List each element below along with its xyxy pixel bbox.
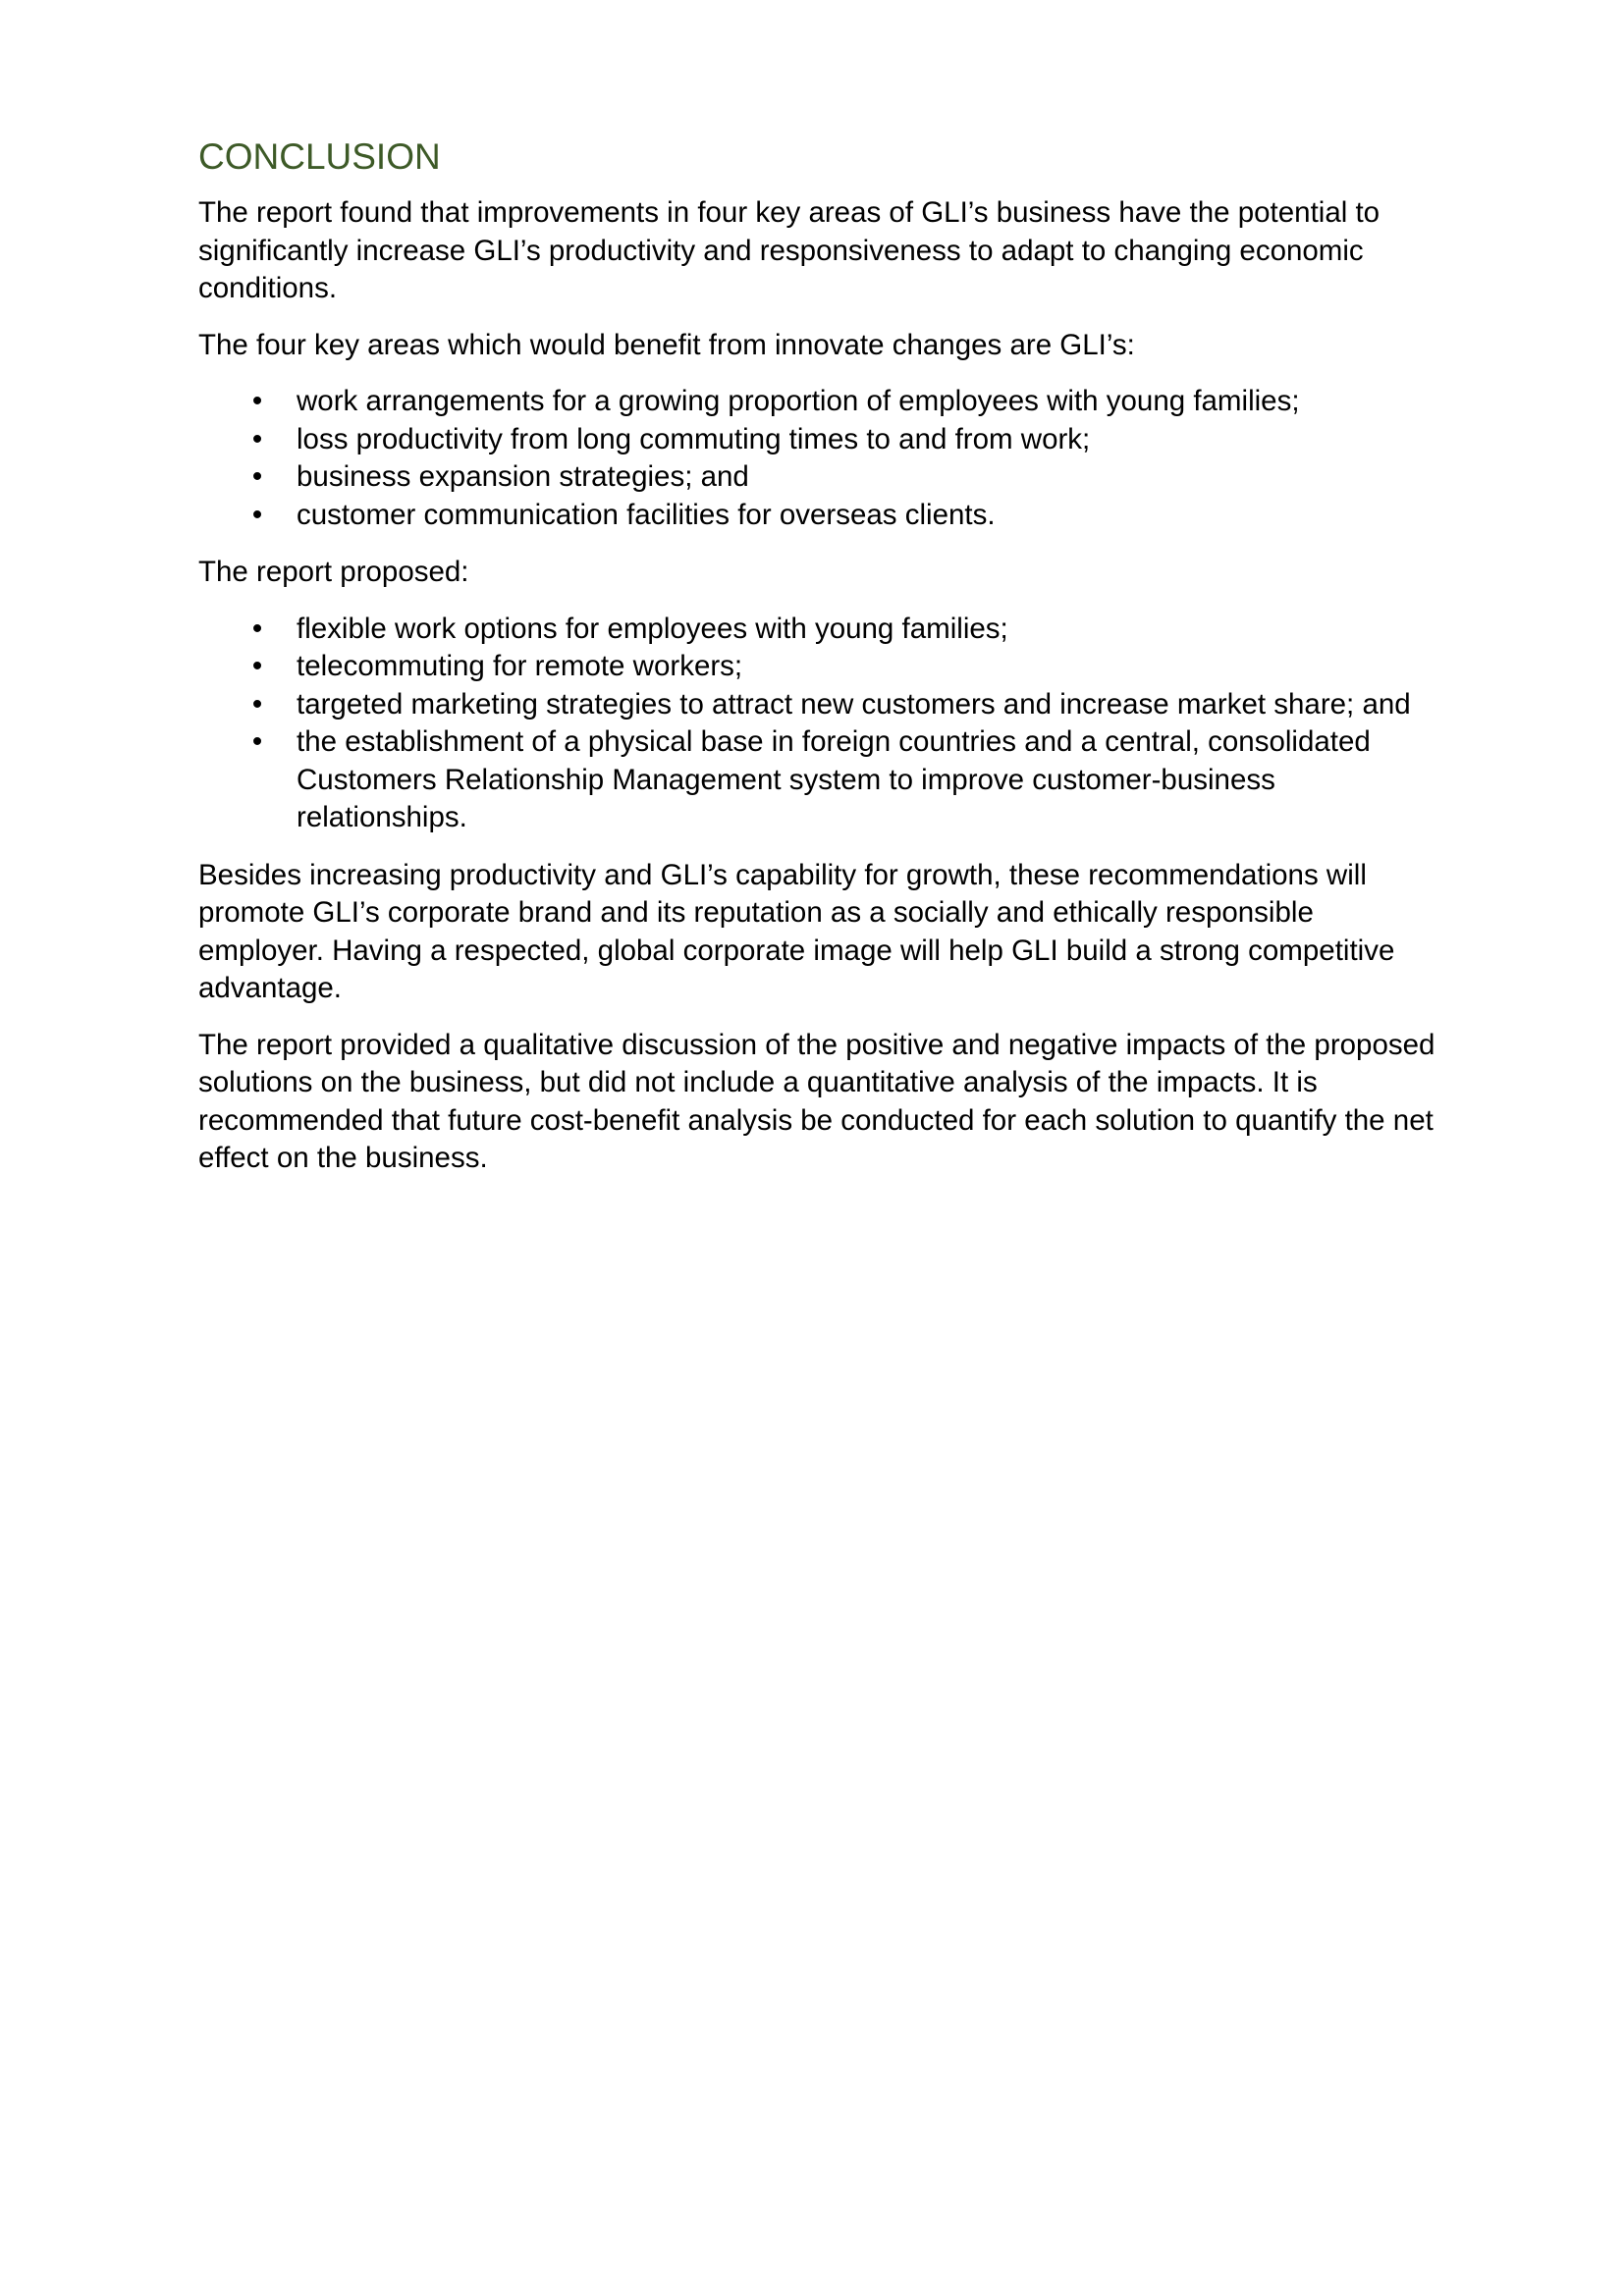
bullet-icon: • <box>251 687 263 721</box>
list-item <box>198 611 1437 649</box>
areas-lead-paragraph: The four key areas which would benefit from innovate changes are GLI’s: <box>198 328 1135 361</box>
list-item <box>198 497 1437 535</box>
bullet-icon: • <box>251 725 263 758</box>
document-page <box>198 133 1437 1197</box>
list-item <box>198 686 1437 724</box>
list-item-text: business expansion strategies; and <box>297 460 749 493</box>
closing-paragraph: The report provided a qualitative discussion of the positive and negative impacts of the proposed solutions on the business, but did not include a quantitative analysis of the impacts. It is recommended that future cost-benefit analysis be conducted for each solution to quantify the net effect on the business. <box>198 1028 1435 1174</box>
proposals-lead-paragraph: The report proposed: <box>198 556 469 588</box>
bullet-icon: • <box>251 612 263 645</box>
key-areas-list <box>198 383 1437 534</box>
list-item-text: telecommuting for remote workers; <box>297 650 743 682</box>
bullet-icon: • <box>251 650 263 682</box>
intro-paragraph: The report found that improvements in four key areas of GLI’s business have the potential to significantly increase GLI’s productivity and responsiveness to adapt to changing economic conditions. <box>198 196 1380 304</box>
bullet-icon: • <box>251 385 263 417</box>
bullet-icon: • <box>251 460 263 493</box>
list-item <box>198 723 1437 837</box>
bullet-icon: • <box>251 422 263 455</box>
list-item <box>198 458 1437 497</box>
list-item-text: loss productivity from long commuting times to and from work; <box>297 422 1091 455</box>
list-item-text: flexible work options for employees with young families; <box>297 612 1008 645</box>
list-item-text: targeted marketing strategies to attract new customers and increase market share; and <box>297 687 1411 721</box>
bullet-icon: • <box>251 498 263 531</box>
list-item-text: customer communication facilities for overseas clients. <box>297 498 996 531</box>
list-item <box>198 648 1437 686</box>
list-item-text: work arrangements for a growing proportion of employees with young families; <box>297 385 1300 417</box>
list-item <box>198 421 1437 459</box>
list-item-text: the establishment of a physical base in foreign countries and a central, consolidated Customers Relationship Management system to improve customer-business relationships. <box>297 725 1371 833</box>
benefits-paragraph: Besides increasing productivity and GLI’s capability for growth, these recommendations will promote GLI’s corporate brand and its reputation as a socially and ethically responsible employer. Having a respected, global corporate image will help GLI build a strong competitive advantage. <box>198 858 1395 1004</box>
section-heading: CONCLUSION <box>198 136 441 177</box>
proposals-list <box>198 611 1437 837</box>
list-item <box>198 383 1437 421</box>
